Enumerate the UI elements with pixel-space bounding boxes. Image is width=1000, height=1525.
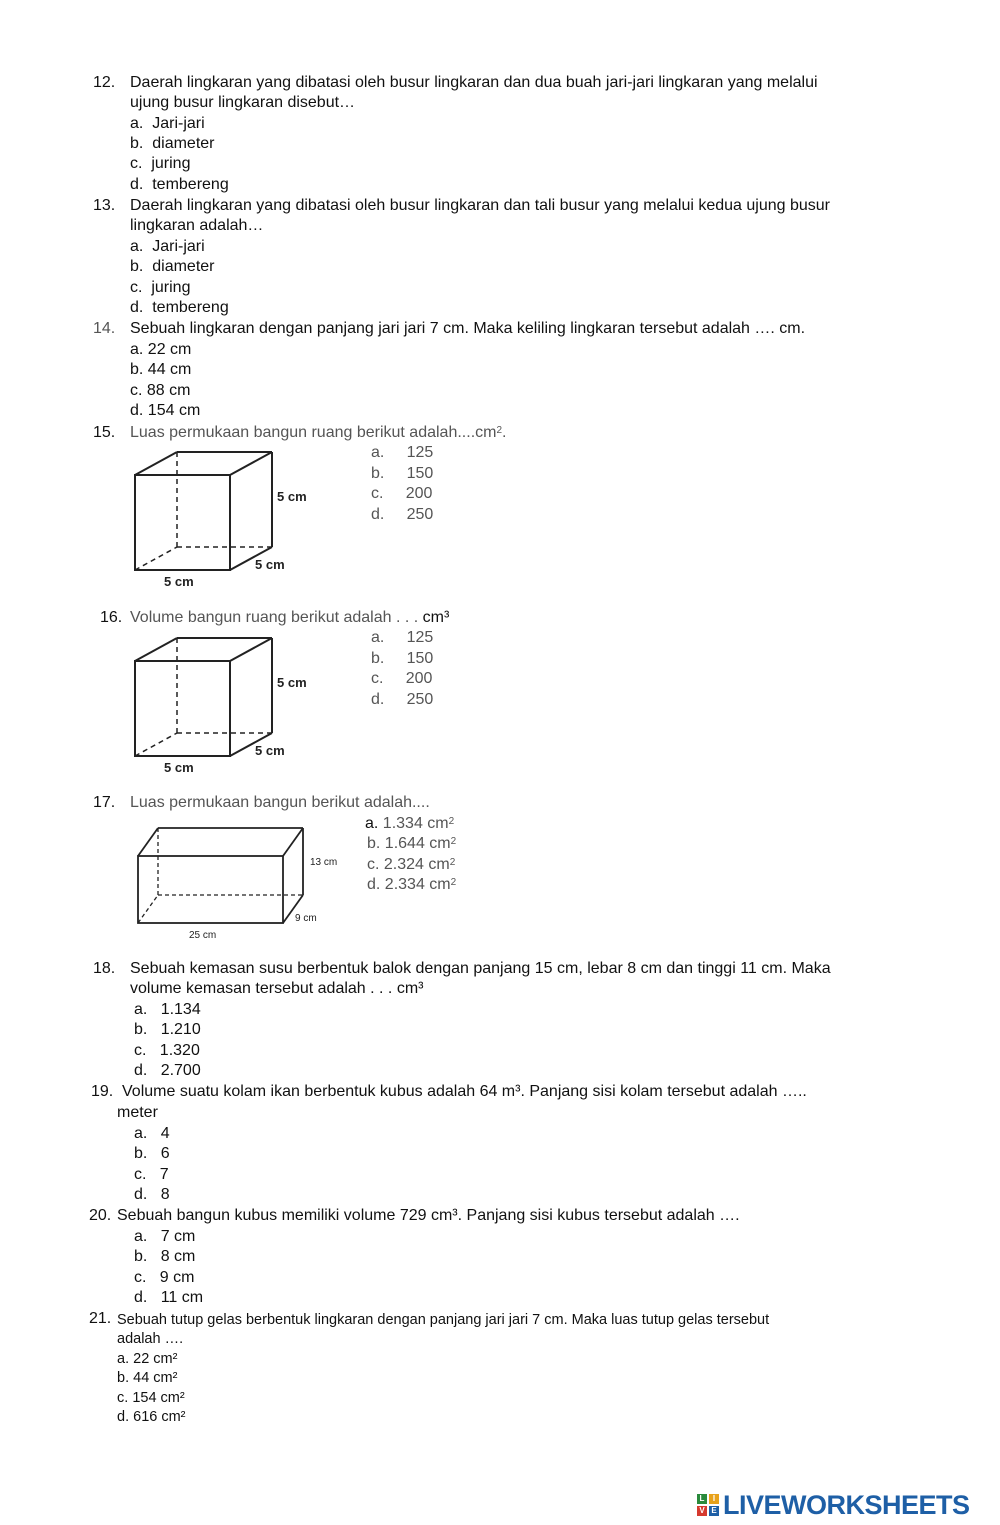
option-c[interactable]: c. 1.320 [134, 1042, 200, 1059]
depth-label: 5 cm [255, 743, 285, 758]
logo-letter-e: E [709, 1506, 719, 1516]
question-text: meter [117, 1104, 158, 1121]
option-a[interactable]: a. 22 cm² [117, 1351, 178, 1367]
option-d[interactable]: d. tembereng [130, 176, 229, 193]
question-number: 13. [93, 197, 116, 214]
option-b[interactable]: b. 150 [371, 650, 434, 667]
question-number: 12. [93, 74, 116, 91]
question-text: Luas permukaan bangun ruang berikut $adalah....cm^2$. [130, 424, 507, 441]
length-label: 25 cm [189, 930, 217, 941]
question-number: 15. [93, 424, 116, 441]
logo-text: LIVEWORKSHEETS [723, 1489, 970, 1520]
question-text: Daerah lingkaran yang dibatasi oleh busur lingkaran dan dua buah jari-jari lingkaran yang melalui [130, 74, 818, 91]
question-number: 17. [93, 794, 116, 811]
option-a[interactable]: a. 22 cm [130, 341, 192, 358]
cube-edge [230, 452, 272, 475]
height-label: 13 cm [310, 857, 338, 868]
cuboid-edge [138, 828, 158, 856]
side-label: 5 cm [277, 489, 307, 504]
question-text: adalah …. [117, 1331, 184, 1347]
cuboid-hidden-edge [138, 895, 158, 923]
option-b[interactable]: b. 6 [134, 1145, 170, 1162]
side-label: 5 cm [277, 675, 307, 690]
option-d[interactable]: d. 250 [371, 691, 434, 708]
depth-label: 5 cm [255, 557, 285, 572]
cuboid-figure [130, 820, 355, 945]
bottom-label: 5 cm [164, 574, 194, 589]
question-number: 19. [91, 1083, 114, 1100]
option-a[interactable]: a. Jari-jari [130, 238, 205, 255]
option-b[interactable]: b. 1.210 [134, 1021, 201, 1038]
option-c[interactable]: c. 154 cm² [117, 1390, 185, 1406]
option-b[interactable]: b. 1.644 $cm^2$ [367, 835, 457, 852]
question-number: 20. [89, 1207, 112, 1224]
option-a[interactable]: a. 1.334 $cm^2$ [365, 815, 455, 832]
question-text: Daerah lingkaran yang dibatasi oleh busur lingkaran dan tali busur yang melalui kedua ujung busur [130, 197, 831, 214]
question-number: 16. [100, 609, 123, 626]
option-b[interactable]: b. 44 cm² [117, 1370, 178, 1386]
question-number: 18. [93, 960, 116, 977]
question-number: 21. [89, 1310, 112, 1327]
option-d[interactable]: d. tembereng [130, 299, 229, 316]
question-text: ujung busur lingkaran disebut… [130, 94, 356, 111]
option-b[interactable]: b. 150 [371, 465, 434, 482]
logo-letter-l: L [697, 1494, 707, 1504]
option-d[interactable]: d. 616 cm² [117, 1409, 186, 1425]
option-c[interactable]: c. juring [130, 155, 191, 172]
cuboid-edge [283, 828, 303, 856]
option-a[interactable]: a. 1.134 [134, 1001, 201, 1018]
option-d[interactable]: d. 250 [371, 506, 434, 523]
logo-icon [697, 1494, 719, 1516]
option-a[interactable]: a. 7 cm [134, 1228, 196, 1245]
cube-figure [125, 631, 325, 781]
logo-letter-v: V [697, 1506, 707, 1516]
question-text: Volume bangun ruang berikut adalah . . . cm³ [130, 609, 450, 626]
question-text: lingkaran adalah… [130, 217, 264, 234]
option-a[interactable]: a. 125 [371, 629, 434, 646]
depth-label: 9 cm [295, 913, 317, 924]
question-number: 14. [93, 320, 116, 337]
option-b[interactable]: b. diameter [130, 258, 215, 275]
option-c[interactable]: c. 200 [371, 485, 433, 502]
option-b[interactable]: b. 44 cm [130, 361, 192, 378]
cube-edge [135, 452, 177, 475]
option-c[interactable]: c. 9 cm [134, 1269, 195, 1286]
option-a[interactable]: a. Jari-jari [130, 115, 205, 132]
logo-letter-i: I [709, 1494, 719, 1504]
liveworksheets-logo[interactable] [697, 1490, 970, 1520]
option-c[interactable]: c. juring [130, 279, 191, 296]
option-c[interactable]: c. 7 [134, 1166, 169, 1183]
question-text: Luas permukaan bangun berikut adalah.... [130, 794, 430, 811]
option-c[interactable]: c. 88 cm [130, 382, 191, 399]
option-a[interactable]: a. 4 [134, 1125, 170, 1142]
question-text: Sebuah kemasan susu berbentuk balok dengan panjang 15 cm, lebar 8 cm dan tinggi 11 cm. Maka [130, 960, 831, 977]
option-d[interactable]: d. 2.334 $cm^2$ [367, 876, 457, 893]
cube-front-face [135, 661, 230, 756]
cube-hidden-edge [135, 547, 177, 570]
option-b[interactable]: b. 8 cm [134, 1248, 196, 1265]
question-text: Sebuah tutup gelas berbentuk lingkaran dengan panjang jari jari 7 cm. Maka luas tutup gelas tersebut [117, 1312, 770, 1328]
question-text: Sebuah bangun kubus memiliki volume 729 cm³. Panjang sisi kubus tersebut adalah …. [117, 1207, 740, 1224]
option-d[interactable]: d. 2.700 [134, 1062, 201, 1079]
question-text: volume kemasan tersebut adalah . . . cm³ [130, 980, 424, 997]
cube-front-face [135, 475, 230, 570]
question-text: Sebuah lingkaran dengan panjang jari jari 7 cm. Maka keliling lingkaran tersebut adalah …. cm. [130, 320, 806, 337]
option-a[interactable]: a. 125 [371, 444, 434, 461]
cube-edge [135, 638, 177, 661]
question-text: Volume suatu kolam ikan berbentuk kubus adalah 64 m³. Panjang sisi kolam tersebut adalah ….. [122, 1083, 807, 1100]
option-d[interactable]: d. 154 cm [130, 402, 201, 419]
option-d[interactable]: d. 11 cm [134, 1289, 204, 1306]
bottom-label: 5 cm [164, 760, 194, 775]
cuboid-front-face [138, 856, 283, 923]
option-b[interactable]: b. diameter [130, 135, 215, 152]
cube-hidden-edge [135, 733, 177, 756]
option-c[interactable]: c. 200 [371, 670, 433, 687]
cube-figure [125, 445, 325, 595]
option-c[interactable]: c. 2.324 $cm^2$ [367, 856, 456, 873]
option-d[interactable]: d. 8 [134, 1186, 170, 1203]
cube-edge [230, 638, 272, 661]
